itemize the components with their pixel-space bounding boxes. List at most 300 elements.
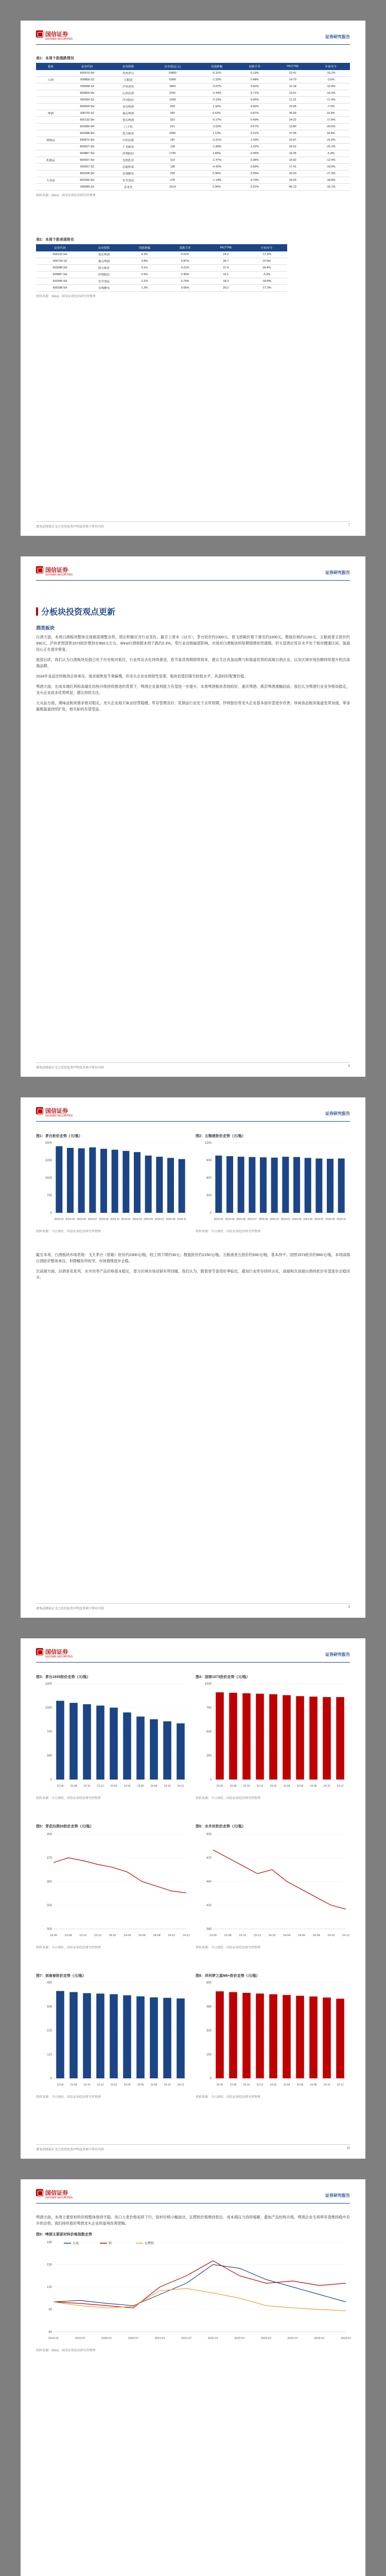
x-tick-label: 23-08 (70, 1785, 77, 1788)
chart-a-plot (36, 1139, 190, 1226)
table-cell: 24.22 (274, 117, 312, 124)
table-cell (37, 83, 65, 90)
table-cell: -3.07% (198, 83, 236, 90)
table-cell: 221 (147, 124, 198, 130)
table-cell: 000729.SZ (65, 110, 109, 117)
table-cell: 300999.SZ (65, 184, 109, 191)
table-row (37, 117, 350, 124)
table-cell: 1.32% (198, 104, 236, 110)
x-tick-label: 2024-07 (154, 1218, 165, 1221)
chart-b-source: 资料来源：今日酒价，国信证券经济研究所整理 (196, 1230, 261, 1233)
brand-logo-icon (36, 2189, 43, 2196)
table-cell: 2241 (147, 90, 198, 97)
table-cell: -1.14% (198, 177, 236, 184)
x-tick-label: 23-06 (216, 1785, 223, 1788)
table-cell (37, 164, 65, 171)
x-tick-label: 23-12 (256, 2083, 264, 2087)
table-cell: 调味品 (37, 137, 65, 144)
brand-name: 国信证券 (45, 31, 68, 38)
y-tick-label: 325 (46, 1904, 52, 1907)
table-cell: 燕京啤酒 (109, 110, 147, 117)
table-cell: 138 (147, 164, 198, 171)
table-cell: 0.36% (198, 171, 236, 177)
bar (110, 1708, 118, 1780)
report-tag: 证券研究报告 (325, 1652, 350, 1657)
table-cell: 0.71% (236, 90, 274, 97)
bar (283, 1695, 291, 1780)
table-cell (37, 90, 65, 97)
brand-logo (36, 566, 73, 577)
y-tick-label: 410 (206, 1904, 212, 1907)
bar (163, 1721, 171, 1780)
bar (242, 1693, 251, 1780)
table-cell: -21.6% (312, 137, 350, 144)
table2-source: 资料来源：Wind，国信证券经济研究所整理 (36, 295, 96, 298)
table-row (37, 157, 350, 164)
table-cell: 16.1 (205, 272, 247, 278)
table-cell: 安琪酵母 (84, 285, 125, 292)
table-row (37, 164, 350, 171)
table-cell: 1856 (147, 83, 198, 90)
x-tick-label: 24-08 (150, 2083, 157, 2087)
table-cell: 1.2% (124, 285, 165, 292)
table-cell: 12.80 (274, 124, 312, 130)
footer-note: 请务必阅读正文之后的免责声明及其项下所有内容 (36, 1607, 104, 1611)
x-tick-label: 2024-07 (314, 1218, 324, 1221)
table-cell: 113 (147, 157, 198, 164)
bar (229, 1992, 237, 2078)
page-header (36, 2188, 350, 2204)
column-header: 周换手率 (236, 63, 274, 70)
bar (323, 1697, 331, 1780)
table-cell: 3.1% (124, 265, 165, 272)
table-cell: 2.1% (124, 278, 165, 285)
x-tick-label: 24-04 (283, 1785, 290, 1788)
bar (134, 1152, 141, 1213)
table-cell: 0.38% (236, 157, 274, 164)
x-tick-label: 2023-11 (270, 1218, 279, 1221)
table-cell: 3.8% (124, 258, 165, 265)
table-cell: 海天味业 (109, 130, 147, 137)
table-row (37, 83, 350, 90)
bar (136, 1717, 145, 1780)
table-cell: 36.69 (274, 110, 312, 117)
y-tick-label: 0 (50, 1212, 52, 1215)
table2-block (36, 237, 350, 298)
table-cell: 光明乳业 (109, 157, 147, 164)
x-tick-label: 23-12 (97, 1785, 104, 1788)
table-cell: 0.87% (236, 110, 274, 117)
x-tick-label: 23-12 (94, 1934, 102, 1937)
chart-source: 资料来源：今日酒价，国信证券经济研究所整理 (196, 1946, 261, 1950)
table-cell: 600132.SH (65, 117, 109, 124)
table-cell: 0.79% (236, 177, 274, 184)
brand-logo (36, 1648, 73, 1658)
chart-caption: 图8：洋河梦之蓝M6+批价走势（元/瓶） (196, 1974, 260, 1978)
report-tag: 证券研究报告 (325, 35, 350, 39)
column-header: 证券代码 (37, 245, 84, 251)
chart-b-caption: 图2：五粮液批价走势（元/瓶） (196, 1134, 245, 1138)
x-tick-label: 23-08 (70, 2083, 77, 2087)
table-cell: 259 (147, 171, 198, 177)
bar (296, 1996, 304, 2078)
x-tick-label: 23-06 (209, 1934, 217, 1937)
x-tick-label: 2023-01 (260, 2337, 272, 2340)
x-tick-label: 23-06 (216, 2083, 223, 2087)
bar (69, 1992, 78, 2078)
table-cell: 安井食品 (84, 278, 125, 285)
table-cell: -17.3% (312, 171, 350, 177)
page-header (36, 565, 350, 581)
x-tick-label: 2024-01 (121, 1218, 131, 1221)
x-tick-label: 2023-09 (99, 1218, 109, 1221)
page-header (36, 1106, 350, 1122)
y-tick-label: 2250 (45, 1159, 52, 1162)
chart-a-caption: 图1：茅台批价走势（元/瓶） (36, 1134, 82, 1138)
bar (163, 1998, 171, 2078)
table-cell: 0.52% (198, 110, 236, 117)
report-tag: 证券研究报告 (325, 1111, 350, 1116)
y-tick-label: 488 (206, 2005, 212, 2009)
bar (315, 1159, 322, 1213)
x-tick-label: 2024-01 (314, 2337, 325, 2340)
p11-block (36, 2214, 350, 2352)
table-cell: 贵州茅台 (109, 70, 147, 77)
table-cell: 0.45% (165, 272, 205, 278)
table-cell: -20.5% (312, 124, 350, 130)
legend-label: 铝 (109, 2242, 112, 2245)
x-tick-label: 24-08 (310, 2083, 317, 2087)
column-header: 年初至今 (312, 63, 350, 70)
table-cell: 1.22% (236, 144, 274, 150)
x-tick-label: 23-06 (49, 1934, 58, 1937)
table-row (37, 272, 287, 278)
table-cell: -16.1% (312, 184, 350, 191)
x-tick-label: 2022-07 (234, 2337, 245, 2340)
page-7 (21, 21, 365, 536)
chart-panel (196, 1973, 350, 2099)
table-row (37, 97, 350, 104)
table-cell: -5.4% (312, 150, 350, 157)
x-tick-label: 24-02 (270, 2083, 277, 2087)
bar (67, 1148, 74, 1213)
bar (305, 1158, 311, 1213)
bar (309, 1996, 318, 2078)
y-tick-label: 375 (46, 1857, 52, 1860)
page-11 (21, 2179, 365, 2576)
bar (179, 1159, 185, 1213)
paragraph: 截至本周，白酒板块市场表现：飞天茅台（原箱）批价约2300元/瓶，较上周下降约30元；散瓶批价约2150元/瓶。五粮液普五批价约930元/瓶，基本持平。国窖1573批价约860元/瓶。本周高端白酒批价整体承压，但降幅有所收窄，市场情绪逐步企稳。 (36, 1252, 350, 1263)
x-tick-label: 24-04 (124, 1934, 131, 1937)
y-tick-label: 150 (46, 2263, 52, 2267)
x-tick-label: 2023-07 (87, 1218, 98, 1221)
table-cell: 1.65% (198, 150, 236, 157)
bar (260, 1157, 267, 1213)
x-tick-label: 2023-07 (247, 1218, 257, 1221)
table-cell: 19.51 (274, 90, 312, 97)
y-tick-label: 225 (46, 2029, 52, 2032)
y-tick-label: 3000 (45, 1142, 52, 1145)
table-cell: 0.22% (236, 184, 274, 191)
y-tick-label: 0 (50, 1778, 52, 1782)
table-cell: 0.92% (236, 83, 274, 90)
bar (56, 1146, 62, 1213)
table-cell: 20.20 (274, 171, 312, 177)
table-row (37, 90, 350, 97)
table-cell: 伊利股份 (84, 272, 125, 278)
x-tick-label: 24-10 (323, 2083, 330, 2087)
table-cell: 18.33 (274, 177, 312, 184)
table-cell: 0.45% (236, 97, 274, 104)
y-tick-label: 650 (206, 1981, 212, 1985)
y-tick-label: 163 (206, 2053, 212, 2057)
table-cell: -0.31% (198, 70, 236, 77)
table-cell: 603288.SH (37, 265, 84, 272)
page-number: 9 (348, 1606, 350, 1609)
brand-sub: GUOSEN SECURITIES (45, 1114, 73, 1117)
y-tick-label: 1500 (45, 1177, 52, 1180)
table-cell: 1.03% (236, 137, 274, 144)
y-tick-label: 1400 (45, 1683, 52, 1686)
table-cell: 603027.SH (65, 144, 109, 150)
chart-panel (196, 1824, 350, 1950)
x-tick-label: 23-10 (243, 2083, 250, 2087)
x-tick-label: 2023-11 (110, 1218, 120, 1221)
table-row (37, 124, 350, 130)
table-cell: 16.9% (312, 110, 350, 117)
paragraph: 2024年食品饮料板块总体承压，需求端恢复节奏偏慢，但龙头企业业绩韧性显著，板块估值回落至较低水平，具备较好配置价值。 (36, 674, 248, 679)
table-row (37, 137, 350, 144)
table-cell: -2.21% (198, 137, 236, 144)
bar (256, 1993, 264, 2078)
page-10 (21, 1638, 365, 2159)
x-tick-label: 24-06 (138, 1934, 146, 1937)
x-tick-label: 2024-05 (303, 1218, 313, 1221)
x-tick-label: 2023-07 (287, 2337, 298, 2340)
table-cell (37, 171, 65, 177)
x-tick-label: 24-02 (109, 1934, 116, 1937)
brand-logo-icon (36, 566, 43, 573)
table-cell: 0.87% (165, 258, 205, 265)
table-cell: 002304.SZ (65, 97, 109, 104)
table-cell: 14.70 (274, 77, 312, 83)
page-number: 8 (348, 1065, 350, 1068)
chart-a (36, 1133, 190, 1236)
chart-panel (36, 1973, 190, 2099)
chart-source: 资料来源：今日酒价，国信证券经济研究所整理 (36, 1946, 101, 1950)
paragraph: 啤酒方面，在成本端红利和高端化结构升级持续推进的背景下，啤酒企业盈利能力有望进一步提升。本周啤酒板块表现较好，重庆啤酒、燕京啤酒涨幅居前。我们认为啤酒行业竞争格局稳定，龙头企业成本优势明显，建议持续关注。 (36, 684, 350, 695)
x-tick-label: 23-10 (83, 1785, 91, 1788)
x-tick-label: 23-08 (64, 1934, 72, 1937)
table-cell: -2.44% (198, 90, 236, 97)
x-tick-label: 2024-07 (340, 2337, 352, 2340)
bar (122, 1151, 129, 1213)
bar (226, 1156, 233, 1213)
table-cell: 20850 (147, 70, 198, 77)
x-tick-label: 24-02 (270, 1785, 277, 1788)
bar (293, 1157, 300, 1213)
y-tick-label: 0 (209, 1212, 212, 1215)
y-tick-label: 700 (46, 1731, 52, 1734)
table-cell: -15.2% (312, 70, 350, 77)
brand-logo (36, 2189, 73, 2199)
table-cell: 0.13% (236, 70, 274, 77)
ranking-table (36, 244, 287, 292)
table-cell: 0.51% (165, 251, 205, 258)
x-tick-label: 23-06 (57, 1785, 64, 1788)
bar (136, 1996, 145, 2078)
bar (100, 1149, 107, 1213)
table-cell: -1.47% (198, 157, 236, 164)
chart-b-plot (196, 1139, 350, 1226)
brand-name: 国信证券 (45, 1108, 68, 1114)
x-tick-label: 24-02 (110, 1785, 117, 1788)
y-tick-label: 0 (209, 2077, 212, 2080)
brand-sub: GUOSEN SECURITIES (45, 2196, 73, 2199)
table-cell (37, 124, 65, 130)
paragraph: 大众品方面，调味品板块需求相对稳定，龙头企业海天味业经营稳健，库存管理良好；乳制品行业处于去库周期，伊利股份等龙头企业基本面有望逐步改善；休闲食品板块渠道变革加速，零食量贩渠道持续扩张，相关标的有望受益。 (36, 701, 350, 711)
bar (96, 1993, 104, 2078)
table-cell: 重庆啤酒 (109, 117, 147, 124)
bar (269, 1694, 277, 1780)
table-cell: -0.27% (198, 117, 236, 124)
table-cell (37, 104, 65, 110)
x-tick-label: 2023-05 (76, 1218, 86, 1221)
table-cell: -1.80% (198, 144, 236, 150)
x-tick-label: 24-02 (268, 1934, 276, 1937)
chart-source: 资料来源：今日酒价，国信证券经济研究所整理 (196, 2096, 261, 2099)
table-cell: -7.5% (312, 104, 350, 110)
bar (323, 1997, 331, 2078)
p9-text (36, 1252, 350, 1285)
series-line (54, 1858, 186, 1893)
table-cell: 安井食品 (109, 177, 147, 184)
x-tick-label: 24-06 (296, 1785, 304, 1788)
table-cell: -19.9% (312, 164, 350, 171)
table-cell: 千禾味业 (109, 144, 147, 150)
bar (282, 1157, 289, 1213)
report-tag: 证券研究报告 (325, 570, 350, 575)
x-tick-label: 2023-01 (54, 1218, 64, 1221)
x-tick-label: 2022-01 (207, 2337, 218, 2340)
x-tick-label: 24-12 (337, 2083, 344, 2087)
table-cell: 泸州老窖 (109, 83, 147, 90)
chart-caption: 图3：茅台1935批价走势（元/瓶） (36, 1675, 91, 1679)
column-header: 总市值(亿元) (147, 63, 198, 70)
table-cell: -2.6% (312, 77, 350, 83)
table-cell: 五粮液 (109, 77, 147, 83)
bar (216, 1991, 224, 2078)
brand-logo-icon (36, 1648, 43, 1655)
y-tick-label: 113 (47, 2053, 52, 2057)
table-cell (37, 70, 65, 77)
x-tick-label: 2023-03 (225, 1218, 235, 1221)
x-tick-label: 24-04 (124, 2083, 131, 2087)
table-cell: 20.2 (205, 285, 247, 292)
table-cell: 0.45% (236, 150, 274, 157)
x-tick-label: 23-10 (243, 1785, 250, 1788)
column-header: 证券简称 (84, 245, 125, 251)
table-cell: 伊利股份 (109, 150, 147, 157)
series-line (54, 2289, 346, 2311)
chart-caption: 图7：剑南春批价走势（元/瓶） (36, 1974, 86, 1978)
table-cell: 603288.SH (65, 130, 109, 137)
bar (229, 1693, 237, 1780)
chart-plot (36, 1829, 190, 1942)
table-row (37, 104, 350, 110)
x-tick-label: 24-12 (177, 2083, 184, 2087)
x-tick-label: 24-06 (137, 1785, 144, 1788)
table-cell: 600519.SH (65, 70, 109, 77)
x-tick-label: 23-06 (57, 2083, 64, 2087)
page-footer (36, 1603, 350, 1611)
table-cell: 4.2% (124, 251, 165, 258)
table-cell: 0.49% (236, 117, 274, 124)
brand-name: 国信证券 (45, 1649, 68, 1655)
table-cell: 139 (147, 144, 198, 150)
table-cell: 0.66% (236, 104, 274, 110)
table-cell: 24.2 (205, 251, 247, 258)
table-cell: 12.18 (274, 83, 312, 90)
table-cell: 0.57% (236, 124, 274, 130)
x-tick-label: 24-10 (168, 1934, 176, 1937)
chart-panel (36, 1674, 190, 1800)
y-tick-label: 500 (206, 1833, 212, 1836)
x-tick-label: 24-02 (110, 2083, 117, 2087)
chart-a-source: 资料来源：今日酒价，国信证券经济研究所整理 (36, 1230, 101, 1233)
page-number: 10 (346, 2147, 350, 2150)
table-cell: 37.4 (205, 265, 247, 272)
series-line (54, 2265, 346, 2306)
x-tick-label: 2023-01 (214, 1218, 224, 1221)
x-tick-label: 24-06 (297, 1934, 306, 1937)
chart-plot (196, 1829, 350, 1942)
bar (309, 1697, 318, 1780)
bar (123, 1995, 131, 2078)
legend-label: 大麦 (73, 2242, 79, 2245)
table-cell: 5398 (147, 77, 198, 83)
x-tick-label: 2024-01 (280, 1218, 291, 1221)
x-tick-label: 24-04 (283, 1934, 291, 1937)
x-tick-label: 2020-01 (101, 2337, 112, 2340)
brand-sub: GUOSEN SECURITIES (45, 573, 73, 577)
table-cell: -2.19% (198, 97, 236, 104)
table-cell: 000568.SZ (65, 83, 109, 90)
table1-caption: 表1：本周个股涨跌情况 (36, 57, 74, 60)
table-cell: 187 (147, 137, 198, 144)
x-tick-label: 2024-09 (166, 1218, 176, 1221)
bar (327, 1159, 334, 1213)
table-row (37, 150, 350, 157)
page-number: 7 (348, 524, 350, 527)
table-cell: 603345.SH (65, 177, 109, 184)
table-cell: 乳制品 (37, 157, 65, 164)
column-header: 年初至今 (247, 245, 287, 251)
brand-sub: GUOSEN SECURITIES (45, 38, 73, 41)
table-cell: 920 (147, 104, 198, 110)
brand-logo (36, 30, 73, 41)
section-block (36, 605, 350, 717)
x-tick-label: 2021-07 (181, 2337, 192, 2340)
x-tick-label: 23-12 (253, 1934, 261, 1937)
table-cell: 0.69% (236, 164, 274, 171)
x-tick-label: 23-12 (256, 1785, 264, 1788)
table-cell: 22.87 (274, 137, 312, 144)
table-cell: -22.3% (312, 144, 350, 150)
brand-logo (36, 1107, 73, 1117)
x-tick-label: 2023-03 (65, 1218, 75, 1221)
column-header: 周涨跌幅 (198, 63, 236, 70)
